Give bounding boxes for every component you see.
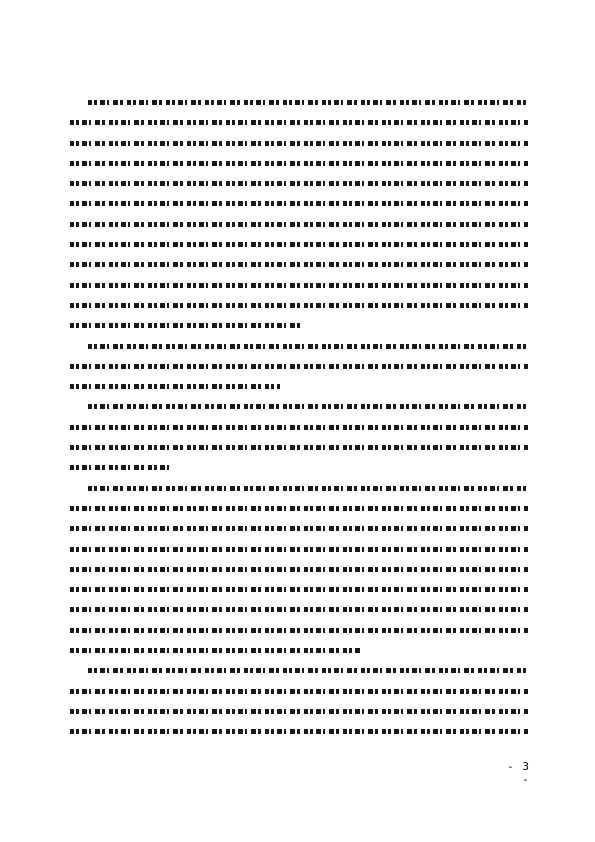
text-line xyxy=(70,420,528,440)
text-line xyxy=(70,582,528,602)
text-line xyxy=(70,379,528,399)
text-line xyxy=(70,156,528,176)
text-line xyxy=(70,176,528,196)
text-line xyxy=(70,542,528,562)
body-text xyxy=(70,95,528,745)
text-line xyxy=(70,237,528,257)
text-line xyxy=(70,95,528,115)
text-line xyxy=(70,318,528,338)
text-line xyxy=(70,257,528,277)
text-line xyxy=(70,562,528,582)
text-line xyxy=(70,399,528,419)
text-line xyxy=(70,602,528,622)
text-line xyxy=(70,521,528,541)
text-line xyxy=(70,501,528,521)
text-line xyxy=(70,704,528,724)
text-line xyxy=(70,278,528,298)
text-line xyxy=(70,359,528,379)
page-number: - 3 - xyxy=(507,760,530,786)
text-line xyxy=(70,298,528,318)
text-line xyxy=(70,643,528,663)
text-line xyxy=(70,481,528,501)
text-line xyxy=(70,623,528,643)
text-line xyxy=(70,196,528,216)
text-line xyxy=(70,663,528,683)
text-line xyxy=(70,724,528,744)
text-line xyxy=(70,339,528,359)
text-line xyxy=(70,440,528,460)
text-line xyxy=(70,684,528,704)
text-line xyxy=(70,115,528,135)
text-line xyxy=(70,217,528,237)
text-line xyxy=(70,136,528,156)
text-line xyxy=(70,460,528,480)
